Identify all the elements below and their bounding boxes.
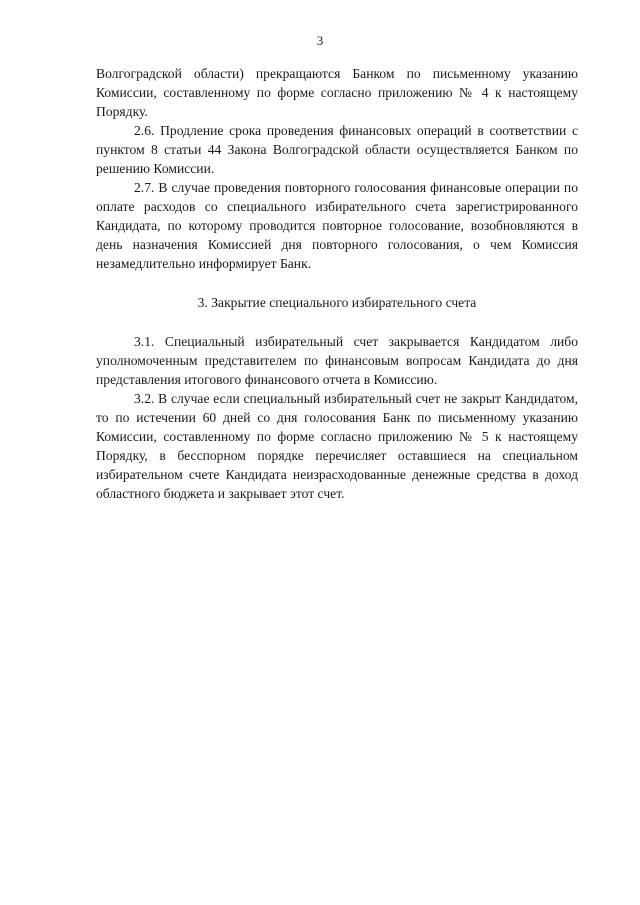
document-body [96,64,578,503]
section-heading: 3. Закрытие специального избирательного счета [197,295,477,310]
paragraph-2-7: 2.7. В случае проведения повторного голосования финансовые операции по оплате расходов со специального избирательного счета зарегистрированного Кандидата, по которому проводится повторное голосование, возобновляются в день назначения Комиссией дня повторного голосования, о чем Комиссия незамедлительно информирует Банк. [96,180,578,271]
page-number: 3 [316,33,324,48]
paragraph-2-6: 2.6. Продление срока проведения финансовых операций в соответствии с пунктом 8 статьи 44 Закона Волгоградской области осуществляется Банком по решению Комиссии. [96,123,578,176]
paragraph-3-1: 3.1. Специальный избирательный счет закрывается Кандидатом либо уполномоченным представителем по финансовым вопросам Кандидата до дня представления итогового финансового отчета в Комиссию. [96,334,578,387]
paragraph-3-2: 3.2. В случае если специальный избирательный счет не закрыт Кандидатом, то по истечении 60 дней со дня голосования Банк по письменному указанию Комиссии, составленному по форме согласно приложению № 5 к настоящему Порядку, в бесспорном порядке перечисляет оставшиеся на специальном избирательном счете Кандидата неизрасходованные денежные средства в доход областного бюджета и закрывает этот счет. [96,391,578,501]
paragraph-continuation: Волгоградской области) прекращаются Банком по письменному указанию Комиссии, составленному по форме согласно приложению № 4 к настоящему Порядку. [96,66,578,119]
